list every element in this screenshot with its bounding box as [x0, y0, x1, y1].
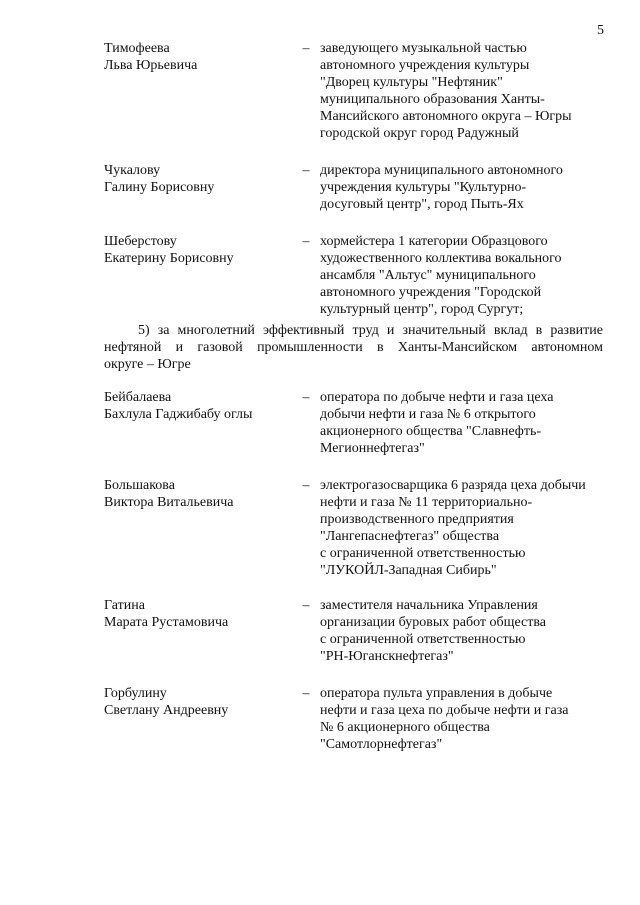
desc-line: досуговый центр", город Пыть-Ях — [320, 197, 524, 212]
name-line: Светлану Андреевну — [104, 703, 229, 718]
dash-separator: – — [302, 686, 310, 701]
position-description — [320, 597, 608, 665]
name-line: Галину Борисовну — [104, 180, 215, 195]
dash-separator: – — [302, 234, 310, 249]
desc-line: муниципального образования Ханты- — [320, 92, 545, 107]
desc-line: добычи нефти и газа № 6 открытого — [320, 407, 536, 422]
name-line: Бейбалаева — [104, 390, 172, 405]
desc-line: культурный центр", город Сургут; — [320, 302, 524, 317]
position-description — [320, 389, 608, 457]
desc-line: автономного учреждения "Городской — [320, 285, 542, 300]
name-line: Виктора Витальевича — [104, 495, 234, 510]
desc-line: заведующего музыкальной частью — [320, 41, 527, 56]
person-name — [104, 685, 289, 719]
name-line: Гатина — [104, 598, 145, 613]
section-paragraph — [104, 322, 603, 373]
desc-line: с ограниченной ответственностью — [320, 632, 526, 647]
desc-line: организации буровых работ общества — [320, 615, 546, 630]
paragraph-line: нефтяной и газовой промышленности в Ханты-Мансийском автономном — [104, 340, 603, 355]
person-name — [104, 597, 289, 631]
name-line: Льва Юрьевича — [104, 58, 198, 73]
dash-separator: – — [302, 390, 310, 405]
desc-line: нефти и газа цеха по добыче нефти и газа — [320, 703, 569, 718]
desc-line: нефти и газа № 11 территориально- — [320, 495, 533, 510]
position-description — [320, 162, 608, 213]
desc-line: "Лангепаснефтегаз" общества — [320, 529, 500, 544]
desc-line: заместителя начальника Управления — [320, 598, 538, 613]
page-number: 5 — [597, 23, 604, 38]
desc-line: производственного предприятия — [320, 512, 514, 527]
name-line: Екатерину Борисовну — [104, 251, 234, 266]
desc-line: "РН-Юганскнефтегаз" — [320, 649, 454, 664]
desc-line: городской округ город Радужный — [320, 126, 519, 141]
dash-separator: – — [302, 41, 310, 56]
dash-separator: – — [302, 598, 310, 613]
person-name — [104, 162, 289, 196]
desc-line: с ограниченной ответственностью — [320, 546, 526, 561]
name-line: Тимофеева — [104, 41, 170, 56]
person-name — [104, 233, 289, 267]
name-line: Шеберстову — [104, 234, 177, 249]
desc-line: ансамбля "Альтус" муниципального — [320, 268, 536, 283]
person-name — [104, 389, 289, 423]
name-line: Горбулину — [104, 686, 167, 701]
desc-line: автономного учреждения культуры — [320, 58, 530, 73]
desc-line: "Самотлорнефтегаз" — [320, 737, 443, 752]
desc-line: учреждения культуры "Культурно- — [320, 180, 527, 195]
name-line: Марата Рустамовича — [104, 615, 229, 630]
name-line: Большакова — [104, 478, 175, 493]
desc-line: Мегионнефтегаз" — [320, 441, 425, 456]
desc-line: "Дворец культуры "Нефтяник" — [320, 75, 503, 90]
paragraph-line: округе – Югре — [104, 357, 191, 372]
dash-separator: – — [302, 163, 310, 178]
desc-line: № 6 акционерного общества — [320, 720, 490, 735]
person-name — [104, 40, 289, 74]
desc-line: электрогазосварщика 6 разряда цеха добычи — [320, 478, 586, 493]
desc-line: акционерного общества "Славнефть- — [320, 424, 542, 439]
paragraph-line: 5) за многолетний эффективный труд и значительный вклад в развитие — [138, 323, 603, 338]
desc-line: "ЛУКОЙЛ-Западная Сибирь" — [320, 563, 497, 578]
position-description — [320, 233, 608, 318]
desc-line: оператора пульта управления в добыче — [320, 686, 553, 701]
desc-line: Мансийского автономного округа – Югры — [320, 109, 572, 124]
desc-line: директора муниципального автономного — [320, 163, 563, 178]
desc-line: хормейстера 1 категории Образцового — [320, 234, 548, 249]
person-name — [104, 477, 289, 511]
position-description — [320, 477, 608, 579]
desc-line: оператора по добыче нефти и газа цеха — [320, 390, 554, 405]
position-description — [320, 685, 608, 753]
name-line: Чукалову — [104, 163, 161, 178]
name-line: Бахлула Гаджибабу оглы — [104, 407, 253, 422]
dash-separator: – — [302, 478, 310, 493]
desc-line: художественного коллектива вокального — [320, 251, 562, 266]
position-description — [320, 40, 608, 142]
